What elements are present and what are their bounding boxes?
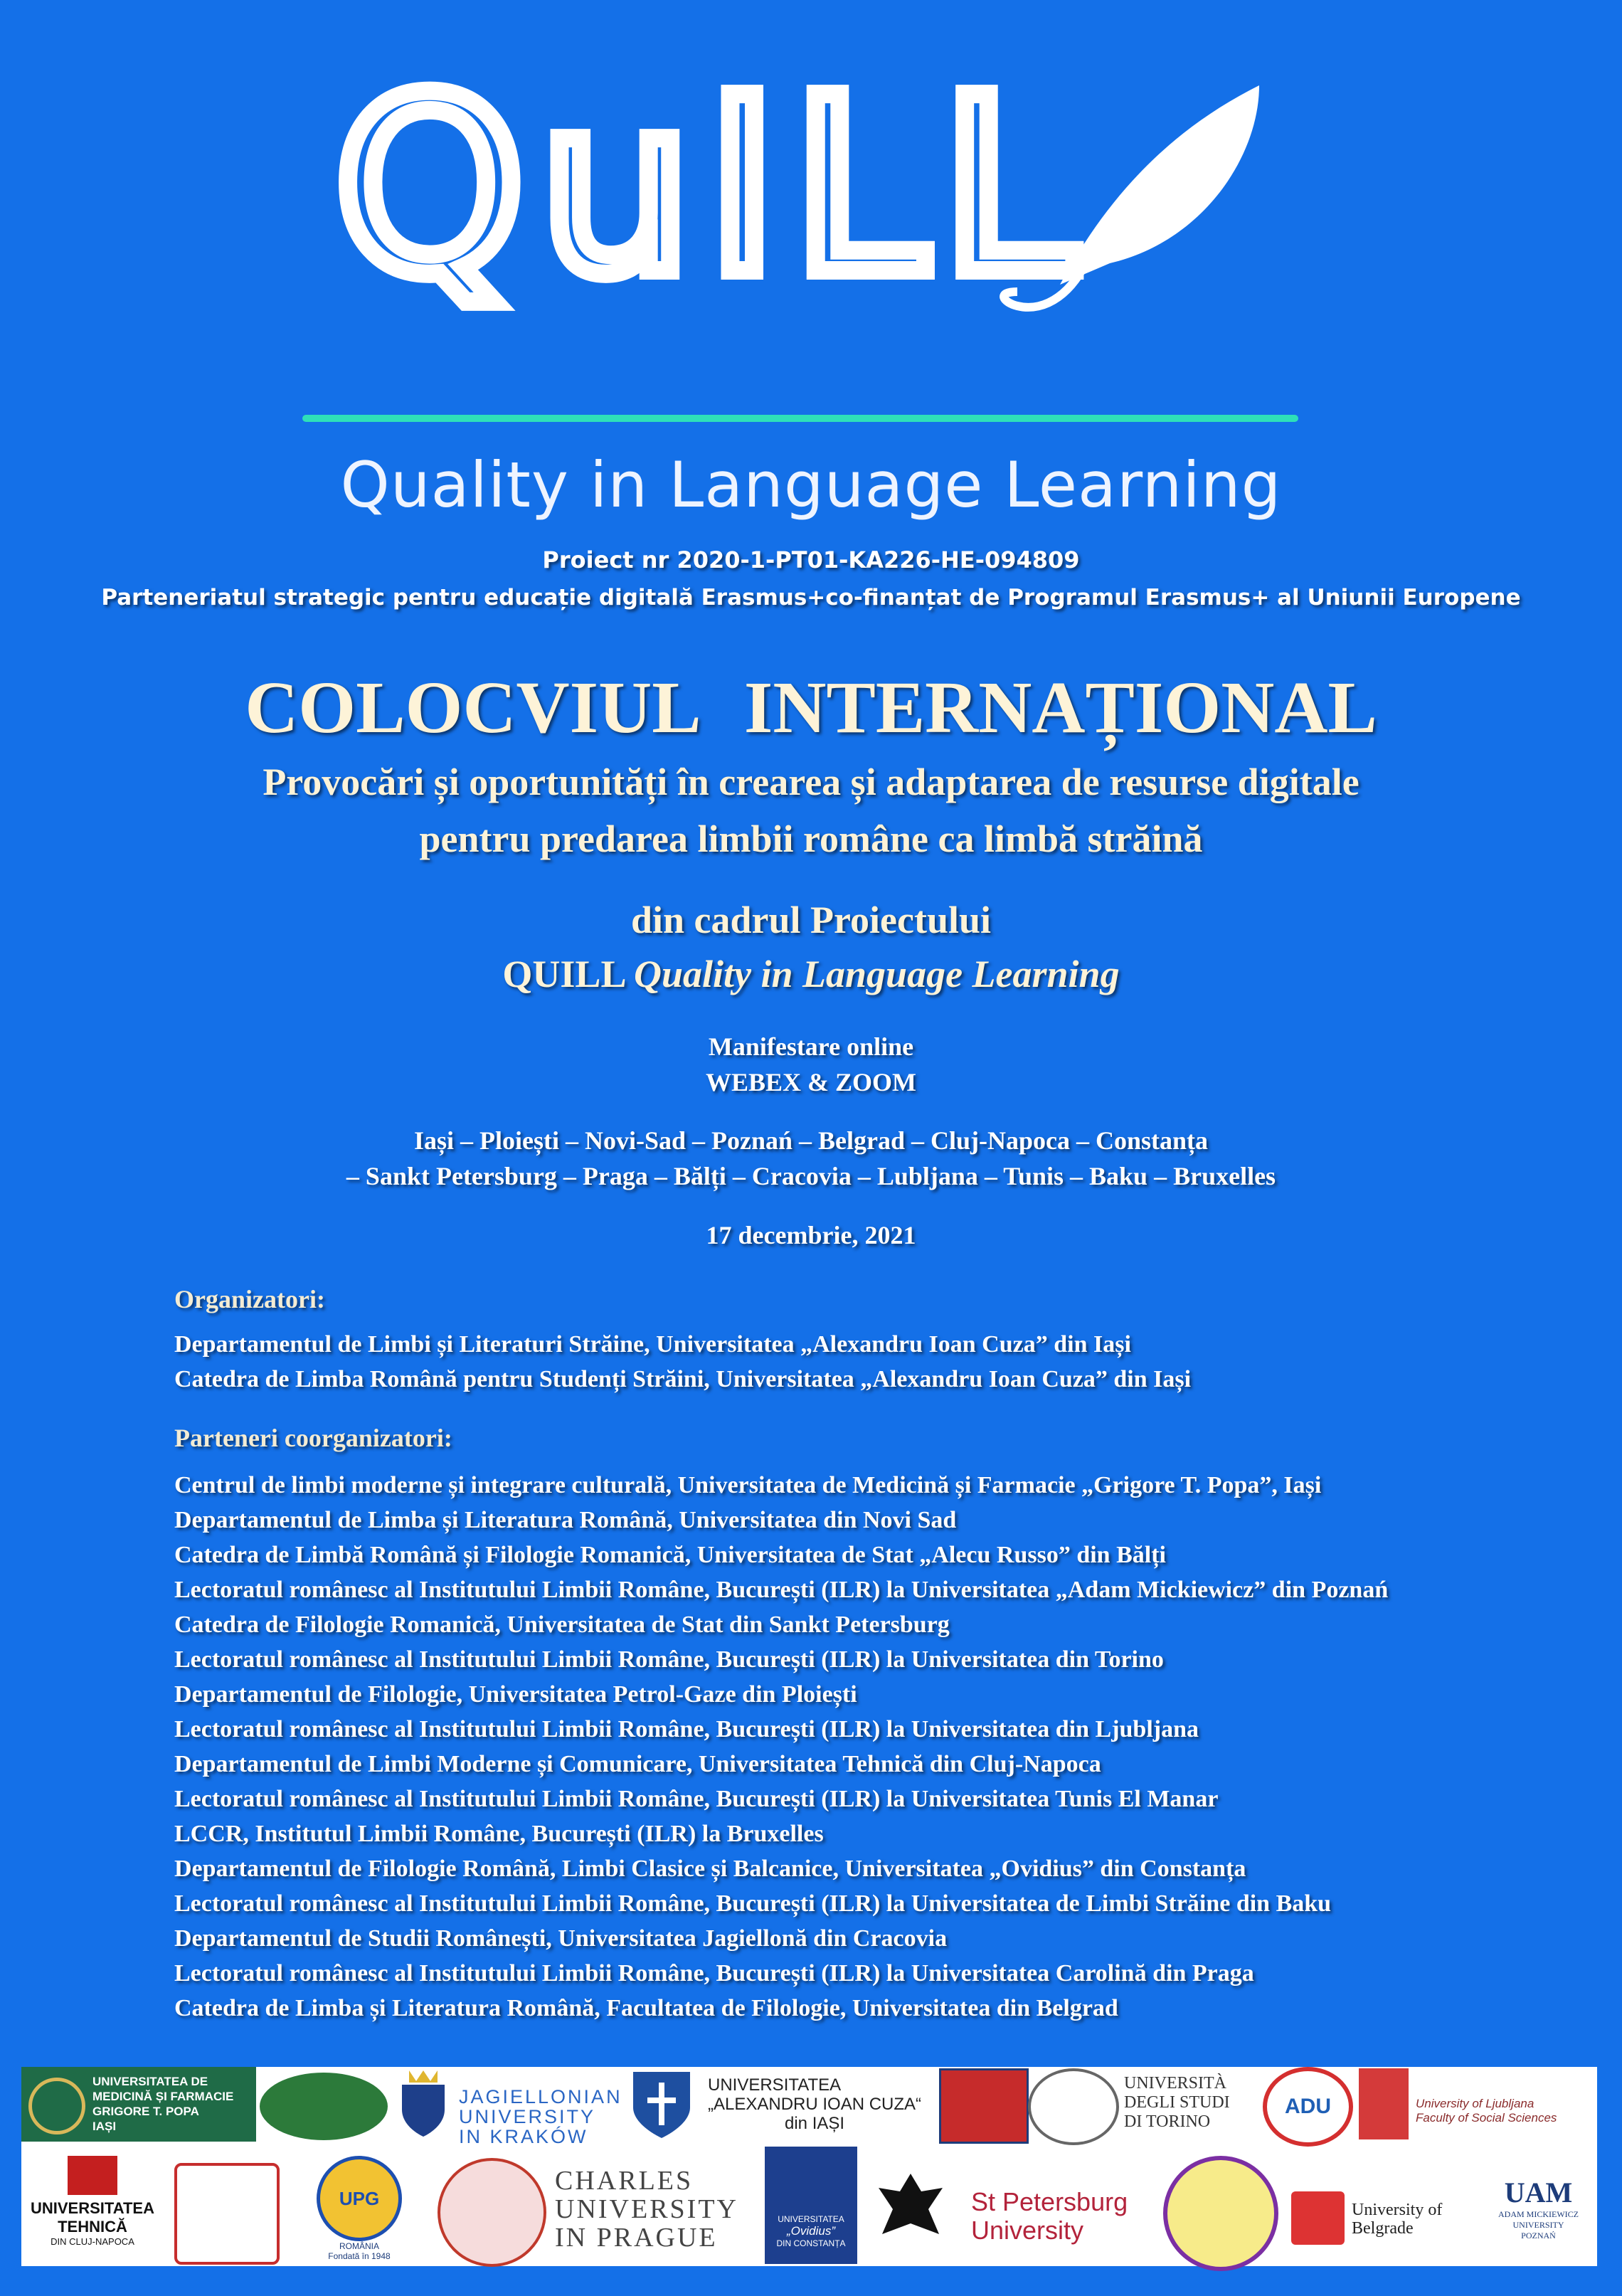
project-description: Parteneriatul strategic pentru educație digitală Erasmus+co-finanțat de Programul Erasmus+ al Uniunii Europene (101, 585, 1521, 610)
jagiellonian-line-3: IN KRAKÓW (459, 2126, 588, 2147)
utcn-line-1: UNIVERSITATEA (31, 2199, 154, 2217)
partner-item: Catedra de Filologie Romanică, Universitatea de Stat din Sankt Petersburg (174, 1612, 950, 1638)
project-full-name: Quality in Language Learning (633, 953, 1120, 995)
event-date: 17 decembrie, 2021 (706, 1221, 916, 1249)
uaic-line-3: din IAȘI (785, 2114, 845, 2133)
partner-item: Lectoratul românesc al Institutului Limbii Române, București (ILR) la Universitatea „Adam Mickiewicz” din Poznań (174, 1577, 1389, 1603)
uam-line-3: UNIVERSITY (1512, 2220, 1564, 2230)
logo-jagiellonian (459, 2087, 622, 2147)
logo-uaic (708, 2075, 921, 2133)
upg-line-3: Fondată în 1948 (328, 2251, 391, 2261)
logo-belgrade (1352, 2201, 1442, 2238)
partner-item: Catedra de Limba și Literatura Română, Facultatea de Filologie, Universitatea din Belgrad (174, 1995, 1118, 2021)
uam-line-2: ADAM MICKIEWICZ (1498, 2209, 1579, 2219)
project-number: Proiect nr 2020-1-PT01-KA226-HE-094809 (542, 546, 1080, 573)
uaic-line-1: UNIVERSITATEA (708, 2075, 842, 2095)
umf-emblem-icon (28, 2078, 85, 2134)
logo-utcn (21, 2156, 164, 2263)
organizer-item: Catedra de Limba Română pentru Studenți Străini, Universitatea „Alexandru Ioan Cuza” din Iași (174, 1366, 1192, 1392)
logo-ovidius (765, 2147, 857, 2264)
ljubljana-building-icon (1359, 2068, 1409, 2139)
uam-label: UAM (1504, 2176, 1573, 2208)
logo-tagline: Quality in Language Learning (340, 448, 1282, 522)
partners-heading: Parteneri coorganizatori: (174, 1424, 452, 1452)
partner-item: Departamentul de Filologie Română, Limbi Clasice și Balcanice, Universitatea „Ovidius” din Constanța (174, 1856, 1246, 1882)
logo-ljubljana (1416, 2097, 1557, 2125)
logo-torino (1124, 2074, 1230, 2132)
cities-line-2: – Sankt Petersburg – Praga – Bălți – Cracovia – Lubljana – Tunis – Baku – Bruxelles (346, 1162, 1276, 1190)
torino-line-2: DEGLI STUDI (1124, 2093, 1230, 2112)
umf-line-2: MEDICINĂ ȘI FARMACIE (92, 2090, 234, 2103)
uam-eagle-icon (1483, 2156, 1594, 2176)
partners-list (174, 1468, 1388, 2026)
logo-spbu (971, 2188, 1128, 2245)
utcn-line-3: DIN CLUJ-NAPOCA (51, 2236, 134, 2247)
charles-line-2: UNIVERSITY (555, 2194, 738, 2224)
organizers-heading: Organizatori: (174, 1285, 325, 1313)
event-format: Manifestare online (708, 1032, 914, 1061)
logo-uam (1483, 2156, 1594, 2263)
subtitle-line-1: Provocări și oportunități în crearea și adaptarea de resurse digitale (263, 761, 1359, 803)
adu-label: ADU (1285, 2095, 1331, 2118)
utcn-emblem-icon (68, 2156, 117, 2195)
umf-line-4: IAȘI (92, 2120, 117, 2133)
project-context-line-2 (0, 952, 1622, 996)
partner-item: Lectoratul românesc al Institutului Limbii Române, București (ILR) la Universitatea Carolină din Praga (174, 1960, 1254, 1986)
ovidius-emblem-icon (765, 2147, 857, 2214)
quill-logo (334, 78, 1288, 334)
partner-item: Lectoratul românesc al Institutului Limbii Române, București (ILR) la Universitatea Tunis El Manar (174, 1786, 1219, 1812)
organizers-list (174, 1327, 1191, 1397)
logo-upg (306, 2156, 413, 2263)
partner-item: Departamentul de Studii Românești, Universitatea Jagiellonă din Cracovia (174, 1925, 948, 1952)
umf-line-1: UNIVERSITATEA DE (92, 2075, 208, 2088)
logo-umf-iasi (21, 2067, 256, 2142)
jagiellonian-crest-icon (395, 2067, 452, 2138)
belgrade-line-1: University of (1352, 2201, 1443, 2219)
partner-item: Lectoratul românesc al Institutului Limbii Române, București (ILR) la Universitatea din Ljubljana (174, 1716, 1199, 1742)
charles-line-1: CHARLES (555, 2166, 694, 2196)
partner-item: LCCR, Institutul Limbii Române, București (ILR) la Bruxelles (174, 1821, 824, 1847)
ljubljana-line-2: Faculty of Social Sciences (1416, 2111, 1557, 2125)
umf-line-3: GRIGORE T. POPA (92, 2105, 199, 2118)
event-platforms: WEBEX & ZOOM (705, 1068, 916, 1096)
jagiellonian-line-1: JAGIELLONIAN (459, 2086, 622, 2107)
jagiellonian-line-2: UNIVERSITY (459, 2106, 596, 2127)
belgrade-line-2: Belgrade (1352, 2219, 1414, 2238)
partner-item: Catedra de Limbă Română și Filologie Romanică, Universitatea de Stat „Alecu Russo” din Bălți (174, 1542, 1166, 1568)
partner-item: Departamentul de Filologie, Universitatea Petrol-Gaze din Ploiești (174, 1681, 857, 1708)
partner-logos-band (21, 2067, 1597, 2266)
quill-feather-logo-graphic (334, 78, 1288, 334)
project-context-line-1: din cadrul Proiectului (630, 899, 992, 941)
logo-charles (555, 2167, 738, 2252)
page-title: COLOCVIUL INTERNAȚIONAL (245, 667, 1377, 748)
partner-item: Departamentul de Limba și Literatura Română, Universitatea din Novi Sad (174, 1507, 957, 1533)
partner-item: Departamentul de Limbi Moderne și Comunicare, Universitatea Tehnică din Cluj-Napoca (174, 1751, 1101, 1777)
ovidius-line-2: „Ovidius” (786, 2224, 835, 2238)
charles-seal-icon (438, 2158, 546, 2267)
logo-adu (1263, 2067, 1353, 2147)
partner-item: Lectoratul românesc al Institutului Limbii Române, București (ILR) la Universitatea din Torino (174, 1646, 1164, 1673)
torino-seal-icon (1028, 2068, 1119, 2145)
ulim-crest-icon (939, 2068, 1029, 2144)
ovidius-line-3: DIN CONSTANȚA (776, 2238, 846, 2248)
uam-line-4: POZNAŃ (1521, 2231, 1556, 2241)
uaic-line-2: „ALEXANDRU IOAN CUZA“ (708, 2095, 922, 2114)
torino-line-3: DI TORINO (1124, 2112, 1211, 2131)
ovidius-line-1: UNIVERSITATEA (778, 2214, 844, 2224)
subtitle-line-2: pentru predarea limbii române ca limbă străină (419, 818, 1203, 860)
logo-divider (302, 415, 1298, 422)
spbu-eagle-icon (871, 2167, 950, 2245)
cities-line-1: Iași – Ploiești – Novi-Sad – Poznań – Belgrad – Cluj-Napoca – Constanța (413, 1126, 1209, 1155)
tunis-el-manar-emblem-icon (174, 2163, 280, 2265)
utcn-line-2: TEHNICĂ (58, 2218, 127, 2236)
uaic-crest-icon (622, 2068, 701, 2139)
charles-line-3: IN PRAGUE (555, 2223, 718, 2253)
novi-sad-seal-icon (1163, 2156, 1278, 2271)
logo-wordmark: QuILL (334, 78, 1091, 328)
partner-item: Lectoratul românesc al Institutului Limbii Române, București (ILR) la Universitatea de Limbi Străine din Baku (174, 1890, 1332, 1917)
belgrade-crest-icon (1291, 2191, 1345, 2245)
spbu-line-1: St Petersburg (971, 2187, 1128, 2216)
torino-line-1: UNIVERSITÀ (1124, 2074, 1226, 2093)
upg-line-2: ROMÂNIA (339, 2241, 379, 2251)
usm-balti-seal-icon (260, 2073, 388, 2140)
spbu-line-2: University (971, 2216, 1084, 2245)
partner-item: Centrul de limbi moderne și integrare culturală, Universitatea de Medicină și Farmacie „Grigore T. Popa”, Iași (174, 1472, 1322, 1498)
organizer-item: Departamentul de Limbi și Literaturi Străine, Universitatea „Alexandru Ioan Cuza” din Iași (174, 1331, 1131, 1358)
upg-label: UPG (317, 2156, 402, 2241)
project-acronym: QUILL (502, 953, 625, 995)
ljubljana-line-1: University of Ljubljana (1416, 2097, 1534, 2110)
